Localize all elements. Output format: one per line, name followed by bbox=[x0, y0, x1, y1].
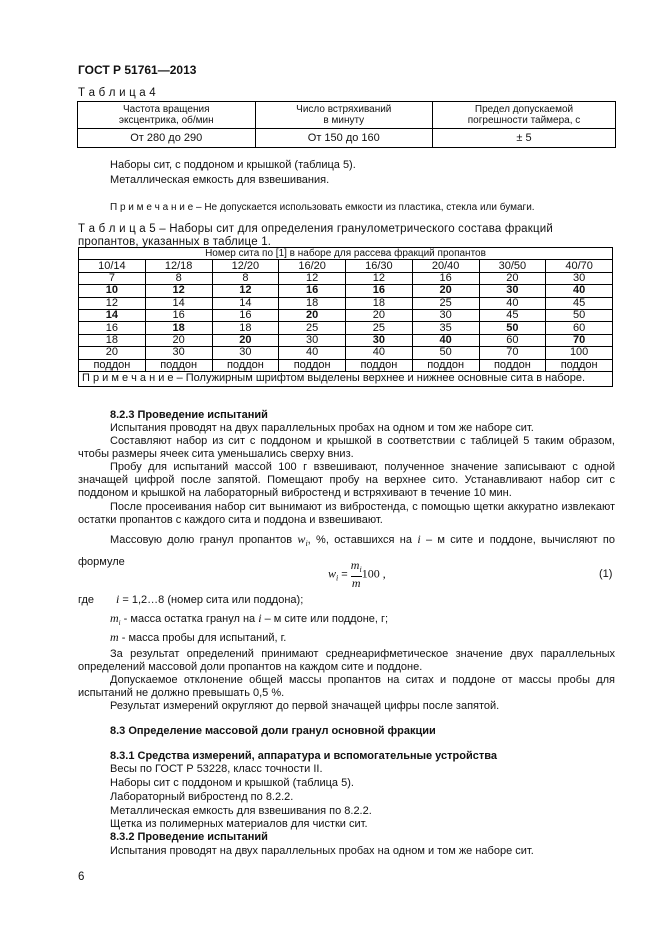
paragraph: Составляют набор из сит с поддоном и крышкой в соответствии с таблицей 5 таким образом, чтобы размеры ячеек сита уменьшались сверху вниз. bbox=[78, 435, 615, 461]
t5-cell: 40 bbox=[279, 347, 346, 359]
t5-cell: поддон bbox=[212, 359, 279, 371]
paragraph: Массовую долю гранул пропантов $w_i$, %, оставшихся на i – м сите и поддоне, вычисляют по формуле bbox=[78, 532, 615, 569]
t5-column-header: 16/20 bbox=[279, 260, 346, 272]
t5-cell: 14 bbox=[79, 309, 146, 321]
t5-cell: 12 bbox=[145, 285, 212, 297]
where-item: i = 1,2…8 (номер сита или поддона); bbox=[116, 592, 304, 606]
t5-cell: 40 bbox=[346, 347, 413, 359]
table-row bbox=[79, 322, 613, 334]
t5-cell: 30 bbox=[279, 334, 346, 346]
t5-cell: 20 bbox=[212, 334, 279, 346]
t5-span-header: Номер сита по [1] в наборе для рассева фракций пропантов bbox=[79, 248, 613, 260]
paragraph: После просеивания набор сит вынимают из вибростенда, с помощью щетки аккуратно извлекают остатки пропантов с каждого сита и поддона и взвешивают. bbox=[78, 501, 615, 527]
table-4 bbox=[77, 101, 616, 148]
page-number: 6 bbox=[78, 871, 85, 883]
t5-cell: 30 bbox=[145, 347, 212, 359]
t5-cell: 14 bbox=[212, 297, 279, 309]
table-row bbox=[79, 347, 613, 359]
note-1: П р и м е ч а н и е – Не допускается использовать емкости из пластика, стекла или бумаги. bbox=[110, 202, 535, 213]
list-item: Весы по ГОСТ Р 53228, класс точности II. bbox=[110, 763, 323, 775]
t5-cell: 25 bbox=[346, 322, 413, 334]
t5-cell: 20 bbox=[145, 334, 212, 346]
where-label: где bbox=[78, 594, 95, 606]
t5-cell: 20 bbox=[412, 285, 479, 297]
paragraph: Испытания проводят на двух параллельных пробах на одном и том же наборе сит. bbox=[110, 422, 534, 434]
section-8-3-title: 8.3 Определение массовой доли гранул основной фракции bbox=[110, 725, 436, 737]
table-5 bbox=[78, 247, 613, 387]
t5-cell: 12 bbox=[79, 297, 146, 309]
t5-cell: 30 bbox=[546, 272, 613, 284]
t5-cell: 18 bbox=[145, 322, 212, 334]
t5-cell: поддон bbox=[145, 359, 212, 371]
t5-cell: 8 bbox=[212, 272, 279, 284]
t5-cell: 16 bbox=[145, 309, 212, 321]
paragraph: За результат определений принимают среднеарифметическое значение двух параллельных определений массовой доли пропантов на каждом сите и поддоне. bbox=[78, 648, 615, 674]
t5-cell: 8 bbox=[145, 272, 212, 284]
t4-cell: ± 5 bbox=[433, 129, 616, 148]
t4-cell: От 280 до 290 bbox=[78, 129, 256, 148]
t5-cell: 16 bbox=[79, 322, 146, 334]
t5-cell: 7 bbox=[79, 272, 146, 284]
t5-cell: 45 bbox=[479, 309, 546, 321]
section-8-3-2-title: 8.3.2 Проведение испытаний bbox=[110, 831, 268, 843]
note-label: П р и м е ч а н и е bbox=[82, 372, 174, 385]
t5-cell: 60 bbox=[546, 322, 613, 334]
t5-cell: 40 bbox=[412, 334, 479, 346]
t5-cell: 20 bbox=[279, 309, 346, 321]
t5-cell: поддон bbox=[346, 359, 413, 371]
t5-cell: поддон bbox=[546, 359, 613, 371]
list-item: Металлическая емкость для взвешивания по 8.2.2. bbox=[110, 805, 372, 817]
table-row bbox=[79, 309, 613, 321]
t5-cell: 10 bbox=[79, 285, 146, 297]
t5-column-header: 30/50 bbox=[479, 260, 546, 272]
t4-header-1: Число встряхиваний в минуту bbox=[255, 102, 433, 129]
t5-cell: 30 bbox=[479, 285, 546, 297]
t5-column-header: 40/70 bbox=[546, 260, 613, 272]
t5-cell: поддон bbox=[279, 359, 346, 371]
t5-cell: 60 bbox=[479, 334, 546, 346]
t4-header-2: Предел допускаемой погрешности таймера, с bbox=[433, 102, 616, 129]
t5-cell: 30 bbox=[212, 347, 279, 359]
t5-cell: 12 bbox=[346, 272, 413, 284]
t5-cell: 12 bbox=[279, 272, 346, 284]
t5-cell: 18 bbox=[79, 334, 146, 346]
t5-column-header: 16/30 bbox=[346, 260, 413, 272]
t5-cell: 70 bbox=[479, 347, 546, 359]
t5-cell: 16 bbox=[412, 272, 479, 284]
t5-cell: 100 bbox=[546, 347, 613, 359]
t5-column-header: 10/14 bbox=[79, 260, 146, 272]
t5-cell: 20 bbox=[479, 272, 546, 284]
t5-column-header: 12/20 bbox=[212, 260, 279, 272]
t5-cell: 18 bbox=[346, 297, 413, 309]
table-row bbox=[79, 334, 613, 346]
t5-cell: 16 bbox=[346, 285, 413, 297]
table4-caption: Т а б л и ц а 4 bbox=[78, 87, 156, 99]
t5-cell: поддон bbox=[412, 359, 479, 371]
t5-cell: 35 bbox=[412, 322, 479, 334]
section-8-3-1-title: 8.3.1 Средства измерений, аппаратура и вспомогательные устройства bbox=[110, 750, 497, 762]
t5-note bbox=[79, 371, 613, 386]
formula-number: (1) bbox=[599, 568, 613, 580]
t5-cell: 25 bbox=[279, 322, 346, 334]
paragraph: Допускаемое отклонение общей массы пропантов на ситах и поддоне от массы пробы для испытаний не должно превышать 0,5 %. bbox=[78, 674, 615, 700]
t5-cell: 25 bbox=[412, 297, 479, 309]
t5-cell: 40 bbox=[479, 297, 546, 309]
table-row bbox=[79, 272, 613, 284]
list-item: Наборы сит с поддоном и крышкой (таблица 5). bbox=[110, 777, 354, 789]
t5-cell: 14 bbox=[145, 297, 212, 309]
t5-cell: 18 bbox=[279, 297, 346, 309]
table-row bbox=[79, 359, 613, 371]
t5-cell: 50 bbox=[412, 347, 479, 359]
t5-cell: 50 bbox=[479, 322, 546, 334]
section-8-2-3-title: 8.2.3 Проведение испытаний bbox=[110, 409, 268, 421]
t5-column-header: 20/40 bbox=[412, 260, 479, 272]
equipment-line: Металлическая емкость для взвешивания. bbox=[110, 174, 330, 186]
where-item: $m_i$ - масса остатка гранул на i – м сите или поддоне, г; bbox=[110, 611, 389, 628]
t5-cell: 50 bbox=[546, 309, 613, 321]
list-item: Щетка из полимерных материалов для чистки сит. bbox=[110, 818, 368, 830]
t4-cell: От 150 до 160 bbox=[255, 129, 433, 148]
t4-header-0: Частота вращения эксцентрика, об/мин bbox=[78, 102, 256, 129]
t5-cell: 20 bbox=[79, 347, 146, 359]
paragraph: Испытания проводят на двух параллельных пробах на одном и том же наборе сит. bbox=[110, 845, 534, 857]
table5-caption: Т а б л и ц а 5 – Наборы сит для определения гранулометрического состава фракций пропантов, указанных в таблице 1. bbox=[78, 223, 554, 248]
paragraph: Результат измерений округляют до первой значащей цифры после запятой. bbox=[110, 700, 500, 712]
equipment-line: Наборы сит, с поддоном и крышкой (таблица 5). bbox=[110, 159, 356, 171]
list-item: Лабораторный вибростенд по 8.2.2. bbox=[110, 791, 294, 803]
t5-cell: 16 bbox=[212, 309, 279, 321]
t5-cell: 30 bbox=[346, 334, 413, 346]
t5-cell: 70 bbox=[546, 334, 613, 346]
t5-cell: 45 bbox=[546, 297, 613, 309]
t5-cell: 30 bbox=[412, 309, 479, 321]
t5-cell: 16 bbox=[279, 285, 346, 297]
t5-cell: 40 bbox=[546, 285, 613, 297]
t5-cell: поддон bbox=[479, 359, 546, 371]
document-header: ГОСТ Р 51761—2013 bbox=[78, 63, 197, 77]
where-item: m - масса пробы для испытаний, г. bbox=[110, 630, 287, 644]
t5-cell: 20 bbox=[346, 309, 413, 321]
note-text: – Полужирным шрифтом выделены верхнее и нижнее основные сита в наборе. bbox=[173, 372, 586, 385]
t5-cell: 18 bbox=[212, 322, 279, 334]
formula-1: $w_i$ = $\frac{m_i}{m}$ 100 , bbox=[328, 558, 386, 591]
t5-cell: 12 bbox=[212, 285, 279, 297]
t5-cell: поддон bbox=[79, 359, 146, 371]
table-row bbox=[79, 285, 613, 297]
paragraph: Пробу для испытаний массой 100 г взвешивают, полученное значение записывают с одной значащей цифрой после запятой. Помещают пробу на верхнее сито. Устанавливают набор сит с поддоном и крышкой на лабораторный вибростенд и встряхивают в течение 10 мин. bbox=[78, 461, 615, 500]
table-row bbox=[79, 297, 613, 309]
t5-column-header: 12/18 bbox=[145, 260, 212, 272]
